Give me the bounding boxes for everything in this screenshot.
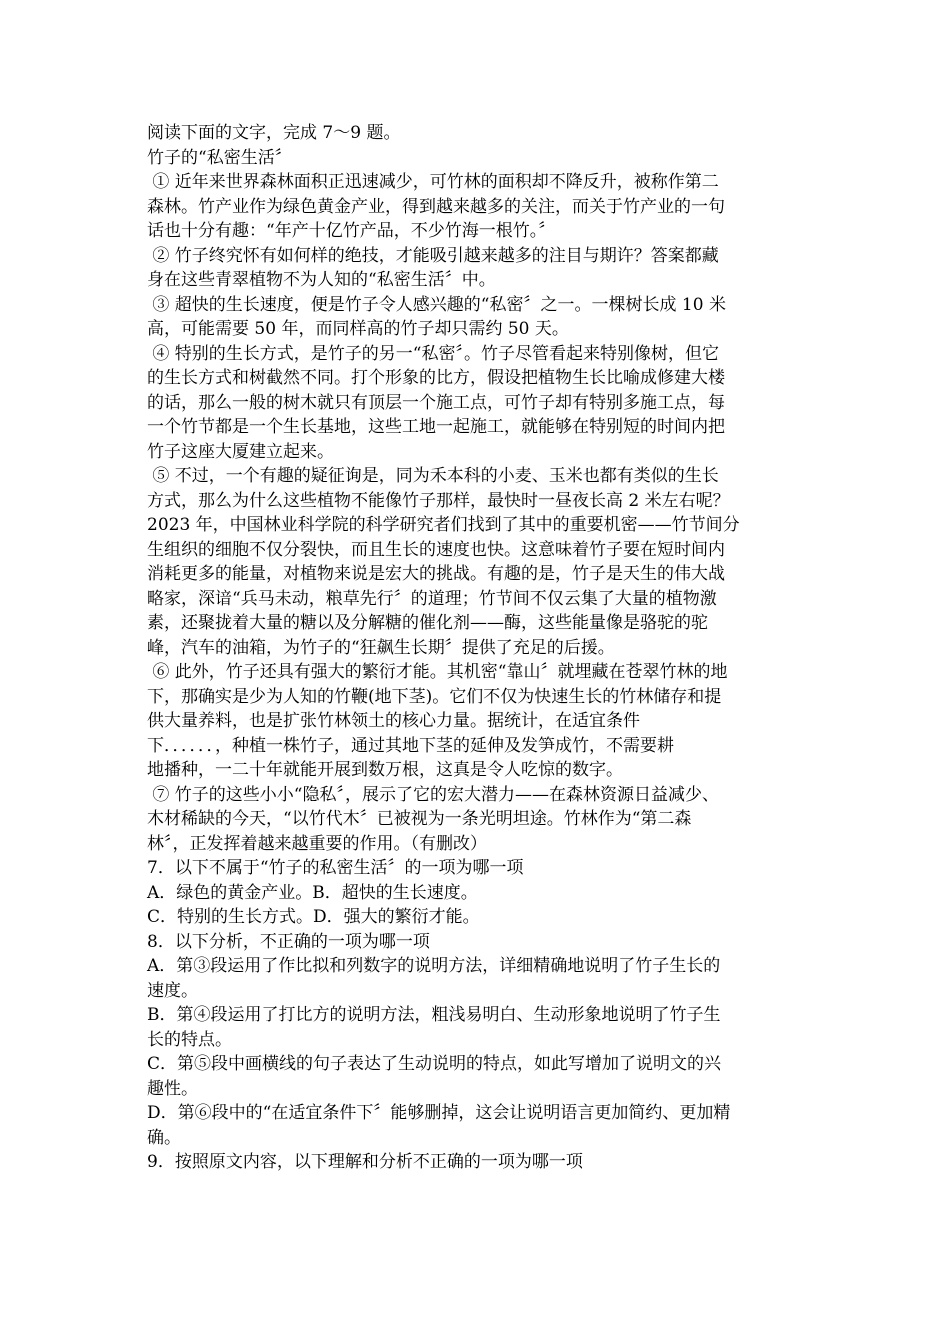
article-line: 生组织的细胞不仅分裂快，而且生长的速度也快。这意味着竹子要在短时间内 <box>147 539 725 560</box>
question-8-option-c-cont: 趣性。 <box>147 1078 198 1099</box>
article-line: ⑦ 竹子的这些小小“隐私〞，展示了它的宏大潜力——在森林资源日益减少、 <box>147 784 719 805</box>
article-line: 方式，那么为什么这些植物不能像竹子那样，最快时一昼夜长高 2 米左右呢？ <box>147 490 730 511</box>
article-body <box>147 170 807 856</box>
article-line: ⑤ 不过，一个有趣的疑征询是，同为禾本科的小麦、玉米也都有类似的生长 <box>147 466 719 486</box>
question-8-option-b: B．第④段运用了打比方的说明方法，粗浅易明白、生动形象地说明了竹子生 <box>147 1005 721 1025</box>
question-8-option-a-cont: 速度。 <box>147 980 198 1001</box>
article-line: 的话，那么一般的树木就只有顶层一个施工点，可竹子却有特别多施工点，每 <box>147 392 725 413</box>
article-line: ② 竹子终究怀有如何样的绝技，才能吸引越来越多的注目与期许？答案都藏 <box>147 245 719 266</box>
article-line: 森林。竹产业作为绿色黄金产业，得到越来越多的关注，而关于竹产业的一句 <box>147 196 725 217</box>
article-line: ⑥ 此外，竹子还具有强大的繁衍才能。其机密“靠山〞就埋藏在苍翠竹林的地 <box>147 662 728 682</box>
article-line: 的生长方式和树截然不同。打个形象的比方，假设把植物生长比喻成修建大楼 <box>147 368 725 388</box>
article-line: 供大量养料，也是扩张竹林领土的核心力量。据统计，在适宜条件 <box>147 711 640 731</box>
questions-section <box>147 856 807 1175</box>
article-line: 林〞，正发挥着越来越重要的作用。（有删改） <box>147 833 487 854</box>
article-line: 地播种，一二十年就能开展到数万根，这真是令人吃惊的数字。 <box>147 760 623 780</box>
article-line: ① 近年来世界森林面积正迅速减少，可竹林的面积却不降反升，被称作第二 <box>147 172 719 192</box>
question-8-option-b-cont: 长的特点。 <box>147 1029 232 1050</box>
article-line: ③ 超快的生长速度，便是竹子令人感兴趣的“私密〞之一。一棵树长成 10 米 <box>147 294 726 315</box>
article-line: 下．．．．．．，种植一株竹子，通过其地下茎的延伸及发笋成竹，不需要耕 <box>147 735 674 756</box>
article-line: 高，可能需要 50 年，而同样高的竹子却只需约 50 天。 <box>147 319 569 339</box>
article-line: ④ 特别的生长方式，是竹子的另一“私密〞。竹子尽管看起来特别像树，但它 <box>147 343 719 364</box>
question-8-option-a: A．第③段运用了作比拟和列数字的说明方法，详细精确地说明了竹子生长的 <box>147 956 721 976</box>
question-7: 7．以下不属于“竹子的私密生活〞的一项为哪一项 <box>147 858 524 878</box>
article-line: 素，还聚拢着大量的糖以及分解糖的催化剂——酶，这些能量像是骆驼的驼 <box>147 613 708 633</box>
article-line: 一个竹节都是一个生长基地，这些工地一起施工，就能够在特别短的时间内把 <box>147 417 725 437</box>
article-line: 2023 年，中国林业科学院的科学研究者们找到了其中的重要机密——竹节间分 <box>147 515 740 535</box>
article-line: 消耗更多的能量，对植物来说是宏大的挑战。有趣的是，竹子是天生的伟大战 <box>147 564 725 584</box>
question-8-option-d-cont: 确。 <box>147 1127 181 1148</box>
article-line: 略家，深谙“兵马未动，粮草先行〞的道理；竹节间不仅云集了大量的植物激 <box>147 588 717 609</box>
question-8: 8．以下分析，不正确的一项为哪一项 <box>147 931 430 952</box>
question-7-options-ab: A．绿色的黄金产业。B．超快的生长速度。 <box>147 882 478 903</box>
article-title: 竹子的“私密生活〞 <box>147 147 292 168</box>
question-7-options-cd: C．特别的生长方式。D．强大的繁衍才能。 <box>147 907 480 927</box>
article-line: 峰，汽车的油箱，为竹子的“狂飙生长期〞提供了充足的后援。 <box>147 637 615 658</box>
article-line: 身在这些青翠植物不为人知的“私密生活〞中。 <box>147 270 496 290</box>
article-line: 竹子这座大厦建立起来。 <box>147 441 334 462</box>
question-9: 9．按照原文内容，以下理解和分析不正确的一项为哪一项 <box>147 1152 583 1172</box>
article-line: 话也十分有趣：“年产十亿竹产品，不少竹海一根竹。〞 <box>147 221 556 241</box>
reading-instruction: 阅读下面的文字，完成 7～9 题。 <box>147 123 401 143</box>
document-page <box>147 121 807 1175</box>
question-8-option-d: D．第⑥段中的“在适宜条件下〞能够删掉，这会让说明语言更加简约、更加精 <box>147 1103 731 1123</box>
article-line: 木材稀缺的今天，“以竹代木〞已被视为一条光明坦途。竹林作为“第二森 <box>147 809 692 829</box>
article-line: 下，那确实是少为人知的竹鞭(地下茎)。它们不仅为快速生长的竹林储存和提 <box>147 686 722 707</box>
question-8-option-c: C．第⑤段中画横线的句子表达了生动说明的特点，如此写增加了说明文的兴 <box>147 1054 722 1074</box>
